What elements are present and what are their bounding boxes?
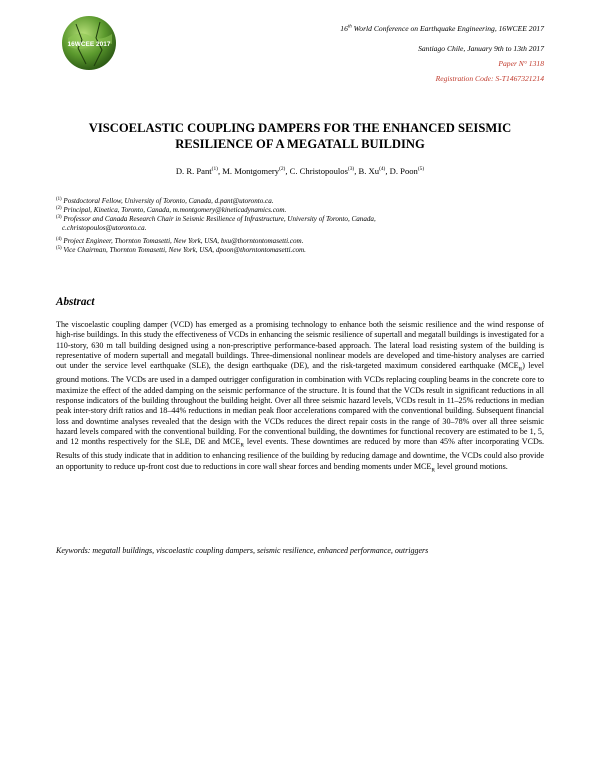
- location-date: Santiago Chile, January 9th to 13th 2017: [418, 44, 544, 53]
- author-marker: (5): [417, 166, 425, 172]
- author-name: D. R. Pant: [175, 166, 212, 176]
- author-name: C. Christopoulos: [289, 166, 348, 176]
- registration-code: Registration Code: S-T1467321214: [435, 74, 544, 83]
- title-line-2: RESILIENCE OF A MEGATALL BUILDING: [175, 137, 425, 151]
- author-name: M. Montgomery: [222, 166, 280, 176]
- author-name: B. Xu: [358, 166, 380, 176]
- keywords: Keywords: megatall buildings, viscoelastic coupling dampers, seismic resilience, enhanced performance, outriggers: [56, 546, 429, 555]
- paper-number: Paper N° 1318: [498, 59, 544, 68]
- author-list: D. R. Pant$^{(1)}$, M. Montgomery$^{(2)}$, C. Christopoulos$^{(3)}$, B. Xu$^{(4)}$, D. Poon$^{(5)}$: [175, 166, 425, 176]
- paper-title: [52, 120, 548, 152]
- abstract-body: The viscoelastic coupling damper (VCD) has emerged as a promising technology to enhance both the seismic resilience and the wind response of high-rise buildings. In this study the effectiveness of VCDs in enhancing the seismic resilience of supertall and megatall buildings is investigated for a 110-story, 630 m tall building designed using a non-prescriptive performance-based approach. The lateral load resisting system of the building is representative of modern supertall and megatall buildings. Three-dimensional nonlinear models are developed and time-history analyses are carried out under the service level earthquake (SLE), the design earthquake (DE), and the risk-targeted maximum considered earthquake $(MCE_R)$ level ground motions. The VCDs are used in a damped outrigger configuration in combination with VCDs replacing coupling beams in the concrete core to maximize the effect of the added damping on the seismic performance of the structure. It is found that the VCDs result in significant reductions in all response indicators of the building throughout the building height. Over all three seismic hazard levels, VCDs result in 11–25% reductions in median peak inter-story drift ratios and 18–44% reductions in median peak floor accelerations compared with the conventional building. Subsequent financial loss and downtime analyses revealed that the design with the VCDs reduces the direct repair costs in the range of 30–78% over all three seismic hazard levels compared with the conventional building. For the conventional building, the downtimes for functional recovery are estimated to be 1, 5, and 12 months respectively for the SLE, DE and $MCE_R$ level events. These downtimes are reduced by more than 45% after incorporating VCDs. Results of this study indicate that in addition to enhancing resilience of the building by reducing damage and downtime, the VCDs could also provide an opportunity to reduce up-front cost due to reductions in core wall shear forces and bending moments under $MCE_R$ level ground motions.: [56, 320, 544, 474]
- author-marker: (2): [279, 166, 286, 172]
- logo-text: 16WCEE 2017: [67, 41, 111, 48]
- conference-name: 16th World Conference on Earthquake Engineering, 16WCEE 2017: [340, 24, 544, 33]
- affiliation-5: $^{(5)}$ Vice Chairman, Thornton Tomasetti, New York, USA, dpoon@thorntontomasetti.com.: [56, 246, 306, 254]
- author-marker: (3): [347, 166, 355, 172]
- title-line-1: VISCOELASTIC COUPLING DAMPERS FOR THE ENHANCED SEISMIC: [88, 121, 512, 135]
- author-marker: (1): [211, 166, 218, 172]
- author-marker: (4): [379, 166, 386, 172]
- affiliation-4: $^{(4)}$ Project Engineer, Thornton Tomasetti, New York, USA, bxu@thorntontomasetti.com.: [56, 237, 304, 245]
- author-name: D. Poon: [389, 166, 418, 176]
- abstract-heading: Abstract: [56, 296, 95, 308]
- conference-logo: [60, 14, 118, 72]
- affiliation-3: $^{(3)}$ Professor and Canada Research Chair in Seismic Resilience of Infrastructure, University of Toronto, Canada, c.christopoulos@utoronto.ca.: [56, 215, 376, 233]
- affiliation-1: $^{(1)}$ Postdoctoral Fellow, University of Toronto, Canada, d.pant@utoronto.ca.: [56, 197, 274, 205]
- affiliation-2: $^{(2)}$ Principal, Kinetica, Toronto, Canada, m.montgomery@kineticadynamics.com.: [56, 206, 287, 214]
